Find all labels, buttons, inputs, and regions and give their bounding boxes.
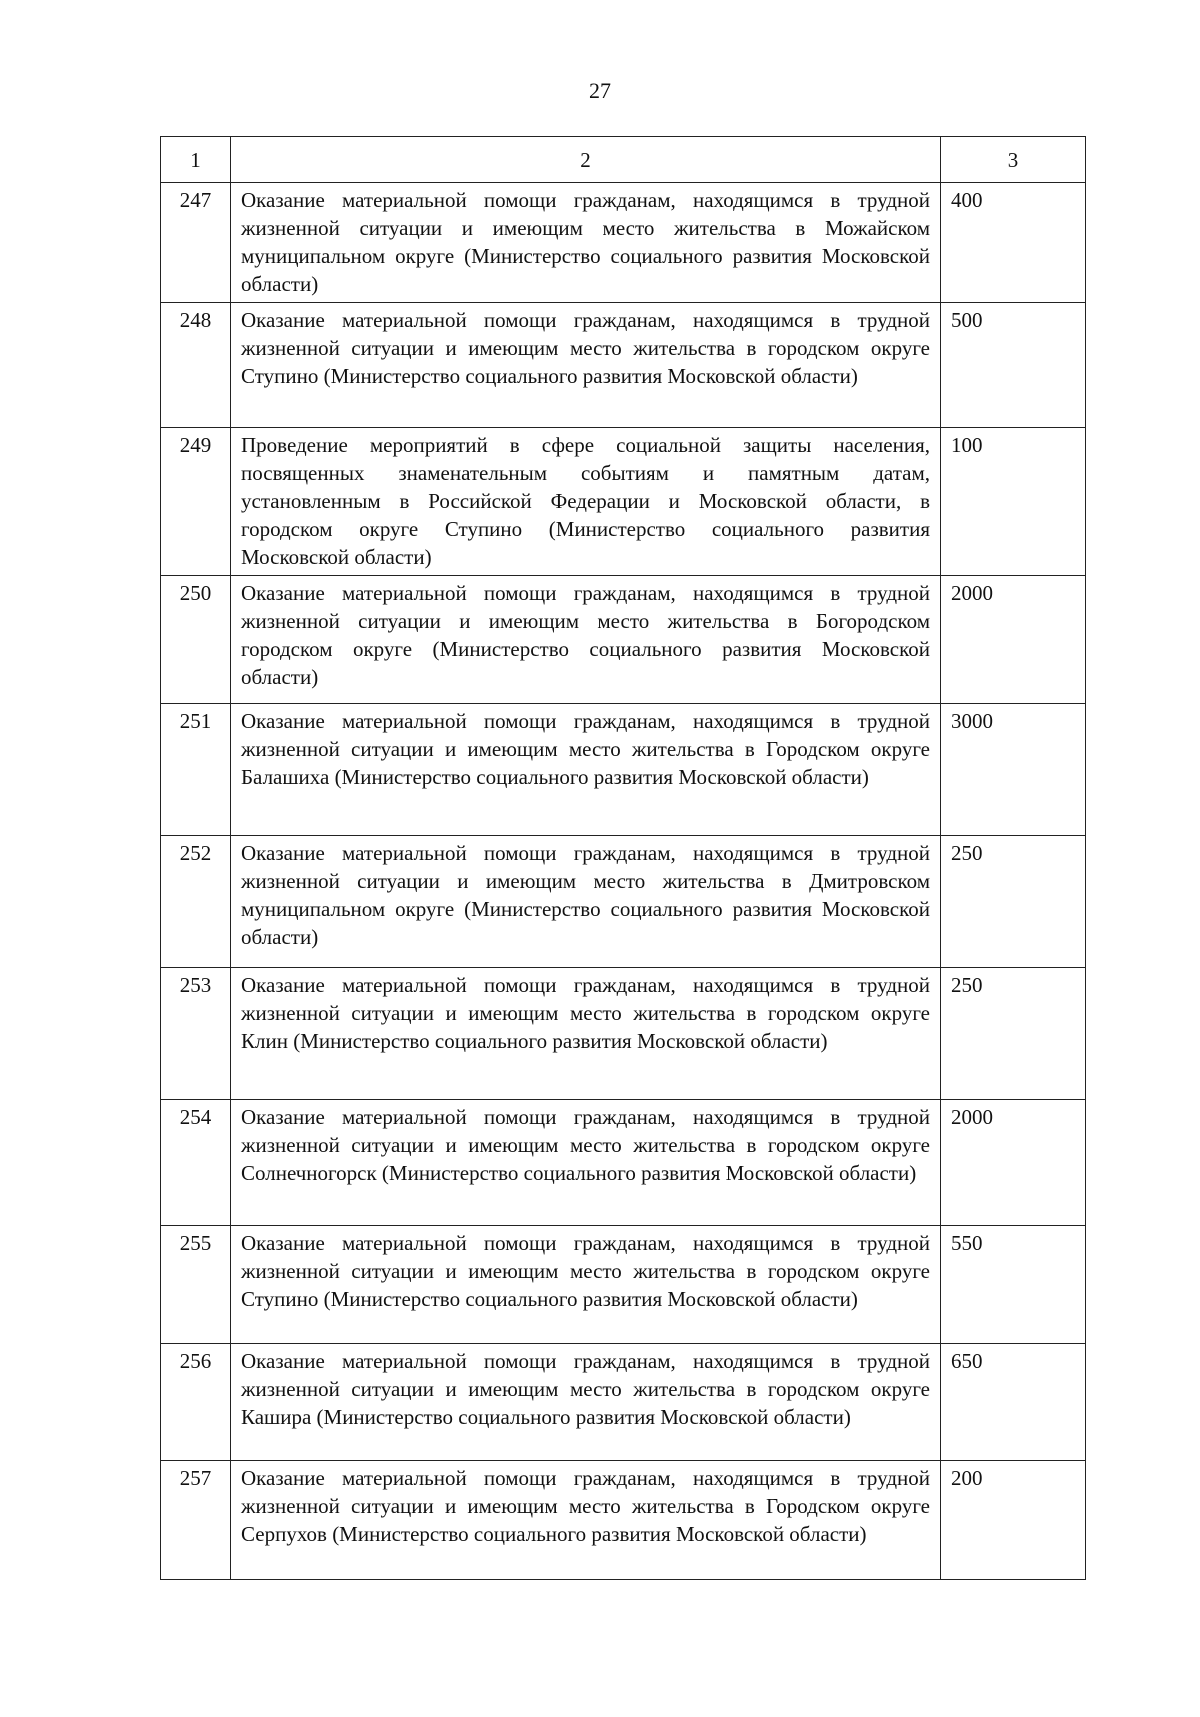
row-number: 257 [161, 1461, 231, 1580]
row-description: Оказание материальной помощи гражданам, находящимся в трудной жизненной ситуации и имеющим место жительства в Можайском муниципальном округе (Министерство социального развития Московской области) [231, 183, 941, 303]
budget-table [160, 136, 1086, 1580]
row-number: 254 [161, 1100, 231, 1226]
row-number: 255 [161, 1226, 231, 1344]
table-row [161, 1100, 1086, 1226]
table-row [161, 183, 1086, 303]
table-row [161, 704, 1086, 836]
row-number: 252 [161, 836, 231, 968]
row-amount: 3000 [941, 704, 1086, 836]
row-amount: 550 [941, 1226, 1086, 1344]
row-number: 251 [161, 704, 231, 836]
row-amount: 100 [941, 428, 1086, 576]
row-description: Оказание материальной помощи гражданам, находящимся в трудной жизненной ситуации и имеющим место жительства в городском округе Ступино (Министерство социального развития Московской области) [231, 1226, 941, 1344]
row-description: Оказание материальной помощи гражданам, находящимся в трудной жизненной ситуации и имеющим место жительства в городском округе Кашира (Министерство социального развития Московской области) [231, 1344, 941, 1461]
table-row [161, 1226, 1086, 1344]
column-header-2: 2 [231, 137, 941, 183]
page-number: 27 [589, 78, 611, 103]
row-amount: 500 [941, 303, 1086, 428]
table-row [161, 428, 1086, 576]
row-number: 256 [161, 1344, 231, 1461]
table-row [161, 1461, 1086, 1580]
row-amount: 200 [941, 1461, 1086, 1580]
table-row [161, 303, 1086, 428]
table-header-row [161, 137, 1086, 183]
row-description: Оказание материальной помощи гражданам, находящимся в трудной жизненной ситуации и имеющим место жительства в Дмитровском муниципальном округе (Министерство социального развития Московской области) [231, 836, 941, 968]
row-description: Оказание материальной помощи гражданам, находящимся в трудной жизненной ситуации и имеющим место жительства в городском округе Клин (Министерство социального развития Московской области) [231, 968, 941, 1100]
table-row [161, 836, 1086, 968]
row-number: 247 [161, 183, 231, 303]
column-header-1: 1 [161, 137, 231, 183]
row-amount: 2000 [941, 576, 1086, 704]
row-description: Оказание материальной помощи гражданам, находящимся в трудной жизненной ситуации и имеющим место жительства в Богородском городском округе (Министерство социального развития Московской области) [231, 576, 941, 704]
row-number: 249 [161, 428, 231, 576]
row-description: Оказание материальной помощи гражданам, находящимся в трудной жизненной ситуации и имеющим место жительства в городском округе Солнечногорск (Министерство социального развития Московской области) [231, 1100, 941, 1226]
row-description: Оказание материальной помощи гражданам, находящимся в трудной жизненной ситуации и имеющим место жительства в Городском округе Серпухов (Министерство социального развития Московской области) [231, 1461, 941, 1580]
row-amount: 400 [941, 183, 1086, 303]
table-row [161, 576, 1086, 704]
row-description: Проведение мероприятий в сфере социальной защиты населения, посвященных знаменательным событиям и памятным датам, установленным в Российской Федерации и Московской области, в городском округе Ступино (Министерство социального развития Московской области) [231, 428, 941, 576]
row-number: 248 [161, 303, 231, 428]
table-row [161, 968, 1086, 1100]
row-number: 253 [161, 968, 231, 1100]
row-number: 250 [161, 576, 231, 704]
row-amount: 250 [941, 836, 1086, 968]
row-amount: 250 [941, 968, 1086, 1100]
column-header-3: 3 [941, 137, 1086, 183]
table-row [161, 1344, 1086, 1461]
row-amount: 2000 [941, 1100, 1086, 1226]
row-description: Оказание материальной помощи гражданам, находящимся в трудной жизненной ситуации и имеющим место жительства в Городском округе Балашиха (Министерство социального развития Московской области) [231, 704, 941, 836]
row-description: Оказание материальной помощи гражданам, находящимся в трудной жизненной ситуации и имеющим место жительства в городском округе Ступино (Министерство социального развития Московской области) [231, 303, 941, 428]
row-amount: 650 [941, 1344, 1086, 1461]
